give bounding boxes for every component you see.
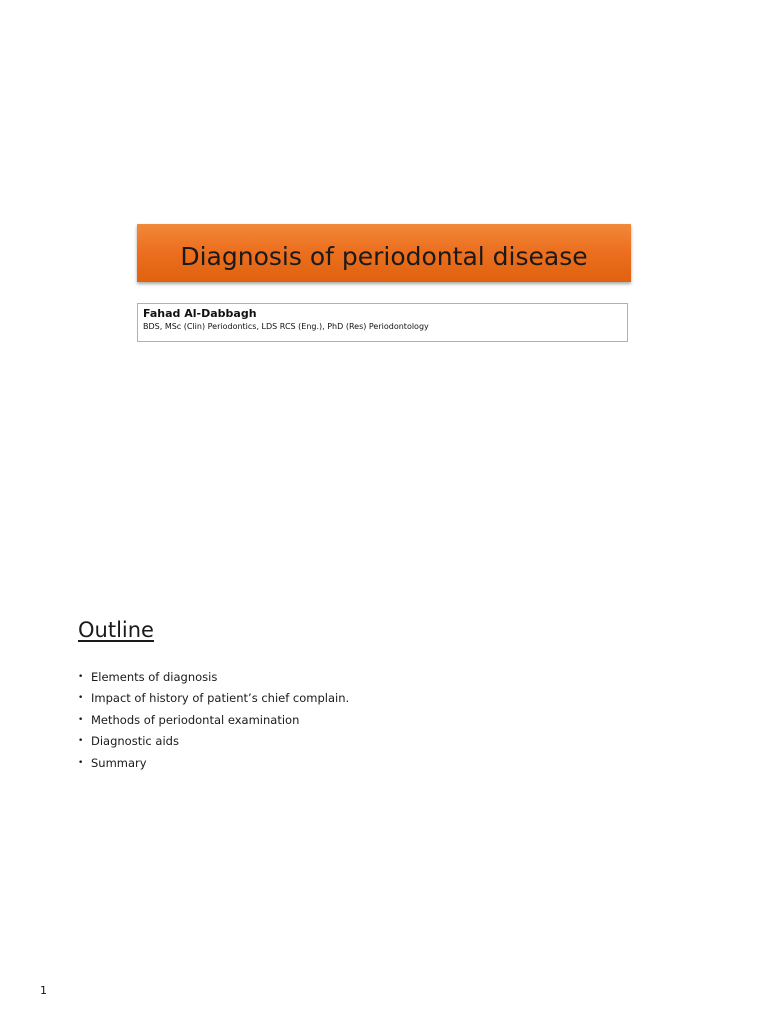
- list-item-label: Elements of diagnosis: [91, 669, 218, 684]
- list-item: [78, 688, 349, 710]
- list-item-label: Summary: [91, 755, 147, 770]
- list-item: [78, 752, 349, 774]
- bullet-icon: •: [78, 714, 84, 725]
- title-banner: [137, 224, 631, 282]
- outline-list: [78, 666, 349, 774]
- bullet-icon: •: [78, 693, 84, 704]
- slide-title: Diagnosis of periodontal disease: [180, 241, 588, 271]
- outline-heading: Outline: [78, 618, 154, 642]
- bullet-icon: •: [78, 757, 84, 768]
- page-number: 1: [40, 984, 47, 997]
- list-item: [78, 709, 349, 731]
- author-box: [137, 303, 628, 342]
- author-name: Fahad Al-Dabbagh: [143, 307, 257, 320]
- list-item-label: Methods of periodontal examination: [91, 712, 300, 727]
- bullet-icon: •: [78, 736, 84, 747]
- bullet-icon: •: [78, 671, 84, 682]
- list-item: [78, 666, 349, 688]
- list-item: [78, 731, 349, 753]
- author-credentials: BDS, MSc (Clin) Periodontics, LDS RCS (Eng.), PhD (Res) Periodontology: [143, 322, 429, 331]
- list-item-label: Impact of history of patient’s chief complain.: [91, 691, 350, 706]
- list-item-label: Diagnostic aids: [91, 734, 179, 749]
